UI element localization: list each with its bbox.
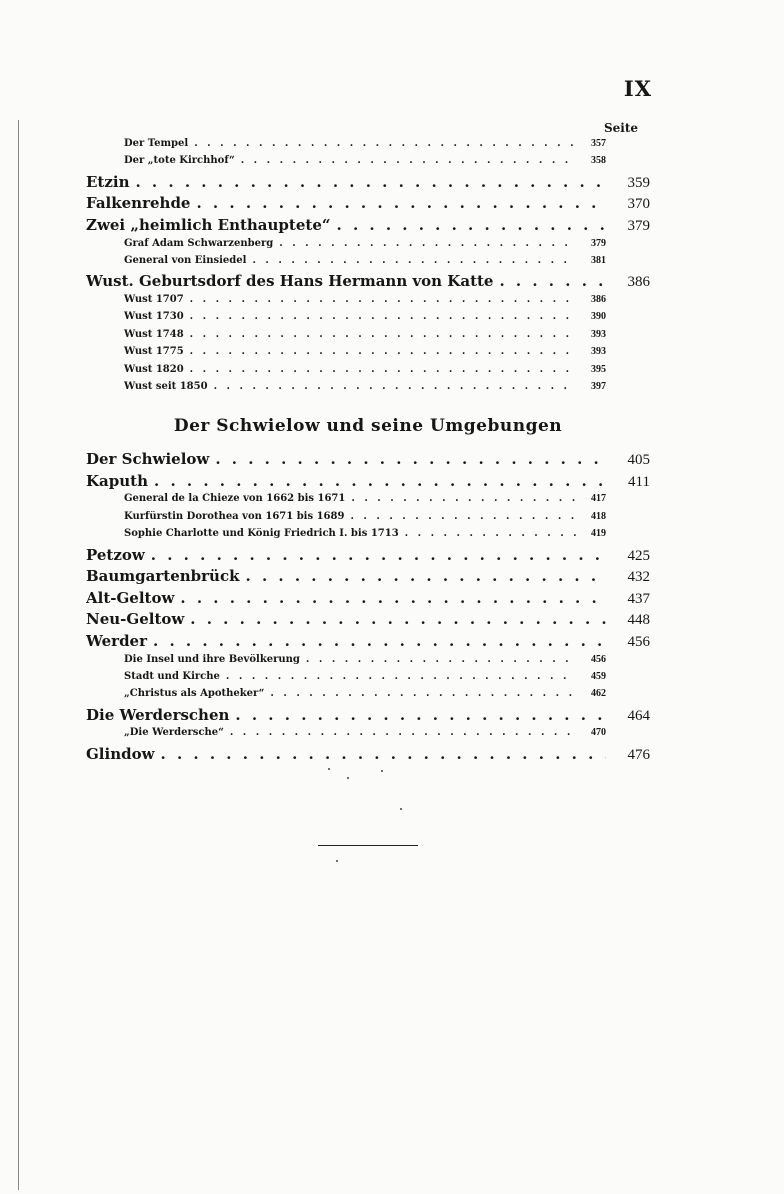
toc-entry-title: Die Insel und ihre Bevölkerung <box>124 653 300 665</box>
dot-leader <box>184 329 576 340</box>
toc-entry-title: Stadt und Kirche <box>124 671 220 682</box>
toc-entry-title: Etzin <box>86 172 130 191</box>
toc-entry <box>86 173 650 195</box>
toc-entry-title: Falkenrehde <box>86 194 191 213</box>
toc-entry-page: 386 <box>627 274 650 291</box>
toc-subentry <box>86 138 606 155</box>
dot-leader <box>129 173 606 191</box>
toc-entry-title: „Die Werdersche“ <box>124 727 224 739</box>
toc-entry-title: Graf Adam Schwarzenberg <box>124 237 274 249</box>
toc-subentry <box>86 238 606 255</box>
toc-subentry <box>86 671 606 688</box>
toc-entry-page: 357 <box>591 138 606 149</box>
toc-subentry <box>86 364 606 381</box>
dot-leader <box>147 632 606 650</box>
toc-entry-title: Der Tempel <box>124 138 189 149</box>
toc-entry-page: 386 <box>591 293 606 305</box>
print-speck <box>381 770 383 772</box>
toc-entry-page: 462 <box>591 688 606 700</box>
toc-entry-title: Neu-Geltow <box>86 610 185 629</box>
table-of-contents <box>86 138 650 766</box>
dot-leader <box>240 567 607 585</box>
toc-entry-page: 432 <box>627 569 650 586</box>
dot-leader <box>399 528 576 539</box>
toc-entry <box>86 589 650 611</box>
dot-leader <box>184 364 576 375</box>
dot-leader <box>188 138 576 149</box>
seite-label: Seite <box>603 121 638 135</box>
dot-leader <box>264 688 576 699</box>
dot-leader <box>273 238 576 249</box>
toc-subentry <box>86 511 606 528</box>
toc-subentry <box>86 329 606 346</box>
toc-entry-page: 359 <box>627 174 650 191</box>
dot-leader <box>493 272 606 290</box>
toc-entry-title: Glindow <box>86 744 155 763</box>
toc-entry <box>86 450 650 472</box>
page-number: IX <box>623 76 652 101</box>
toc-subentry <box>86 654 606 671</box>
page-edge-line <box>18 120 19 1190</box>
print-speck <box>328 768 330 770</box>
dot-leader <box>145 546 606 564</box>
toc-entry-title: Wust 1730 <box>124 311 184 323</box>
toc-subentry <box>86 727 606 744</box>
toc-entry-page: 379 <box>627 217 650 234</box>
closing-rule <box>318 845 418 846</box>
dot-leader <box>184 346 576 357</box>
toc-entry-page: 397 <box>591 380 606 392</box>
dot-leader <box>209 450 606 468</box>
dot-leader <box>220 671 576 682</box>
toc-entry-page: 405 <box>627 452 650 469</box>
toc-subentry <box>86 688 606 705</box>
dot-leader <box>190 194 606 212</box>
toc-entry-page: 456 <box>627 634 650 651</box>
toc-entry-page: 379 <box>591 237 606 249</box>
toc-entry-page: 393 <box>591 328 606 340</box>
toc-entry-page: 358 <box>591 155 606 167</box>
toc-part-2 <box>86 450 650 766</box>
toc-entry-title: Werder <box>86 632 148 651</box>
toc-entry <box>86 546 650 568</box>
toc-entry-page: 370 <box>627 196 650 213</box>
toc-entry-page: 437 <box>627 590 650 607</box>
toc-entry-title: Alt-Geltow <box>86 588 175 607</box>
toc-entry-title: Wust 1820 <box>124 363 184 375</box>
print-speck <box>347 777 349 779</box>
toc-subentry <box>86 381 606 398</box>
dot-leader <box>184 610 606 628</box>
toc-entry-page: 395 <box>591 363 606 375</box>
dot-leader <box>184 311 576 322</box>
toc-entry-page: 390 <box>591 311 606 323</box>
toc-part-1 <box>86 138 650 398</box>
dot-leader <box>224 727 576 738</box>
toc-entry-title: Baumgartenbrück <box>86 567 240 586</box>
dot-leader <box>300 654 576 665</box>
toc-entry-page: 417 <box>591 493 606 505</box>
toc-entry-title: Kaputh <box>86 471 148 490</box>
dot-leader <box>155 745 606 763</box>
toc-entry-title: Zwei „heimlich Enthauptete“ <box>86 215 331 234</box>
toc-entry-title: General von Einsiedel <box>124 254 247 266</box>
toc-entry-page: 476 <box>627 746 650 763</box>
toc-entry-title: Wust. Geburtsdorf des Hans Hermann von Katte <box>86 272 494 291</box>
toc-entry-title: General de la Chieze von 1662 bis 1671 <box>124 493 346 505</box>
toc-entry <box>86 272 650 294</box>
dot-leader <box>345 493 576 504</box>
toc-entry-page: 419 <box>591 528 606 540</box>
dot-leader <box>174 589 606 607</box>
toc-entry-title: Kurfürstin Dorothea von 1671 bis 1689 <box>124 510 345 522</box>
toc-entry <box>86 216 650 238</box>
toc-entry <box>86 745 650 767</box>
dot-leader <box>148 472 606 490</box>
toc-entry-title: Petzow <box>86 545 145 564</box>
dot-leader <box>344 511 576 522</box>
toc-entry-title: „Christus als Apotheker“ <box>124 688 265 700</box>
toc-entry-title: Wust seit 1850 <box>124 380 208 392</box>
print-speck <box>400 808 402 810</box>
toc-subentry <box>86 528 606 545</box>
print-speck <box>336 860 338 862</box>
dot-leader <box>246 255 576 266</box>
toc-subentry <box>86 155 606 172</box>
toc-subentry <box>86 311 606 328</box>
toc-entry-page: 425 <box>627 547 650 564</box>
toc-entry-page: 418 <box>591 510 606 522</box>
toc-subentry <box>86 346 606 363</box>
toc-entry-title: Wust 1748 <box>124 328 184 340</box>
toc-entry-title: Die Werderschen <box>86 705 230 724</box>
toc-entry-page: 448 <box>627 612 650 629</box>
toc-entry-page: 381 <box>591 254 606 266</box>
toc-entry <box>86 472 650 494</box>
toc-entry-page: 411 <box>628 473 650 490</box>
toc-entry-title: Der Schwielow <box>86 450 210 469</box>
toc-entry-title: Der „tote Kirchhof“ <box>124 155 235 167</box>
dot-leader <box>331 216 607 234</box>
toc-entry-page: 393 <box>591 346 606 358</box>
toc-entry <box>86 706 650 728</box>
dot-leader <box>235 155 576 166</box>
toc-entry-page: 456 <box>591 653 606 665</box>
toc-entry <box>86 194 650 216</box>
section-heading: Der Schwielow und seine Umgebungen <box>173 416 563 437</box>
toc-subentry <box>86 255 606 272</box>
toc-entry-title: Wust 1707 <box>124 293 184 305</box>
dot-leader <box>229 706 606 724</box>
toc-subentry <box>86 294 606 311</box>
toc-entry-page: 470 <box>591 727 606 739</box>
toc-entry <box>86 632 650 654</box>
toc-entry-title: Sophie Charlotte und König Friedrich I. bis 1713 <box>124 528 399 540</box>
dot-leader <box>184 294 576 305</box>
toc-entry-title: Wust 1775 <box>124 346 184 358</box>
toc-entry-page: 459 <box>591 671 606 682</box>
toc-entry <box>86 567 650 589</box>
toc-entry <box>86 610 650 632</box>
toc-subentry <box>86 493 606 510</box>
toc-entry-page: 464 <box>627 707 650 724</box>
dot-leader <box>208 381 576 392</box>
